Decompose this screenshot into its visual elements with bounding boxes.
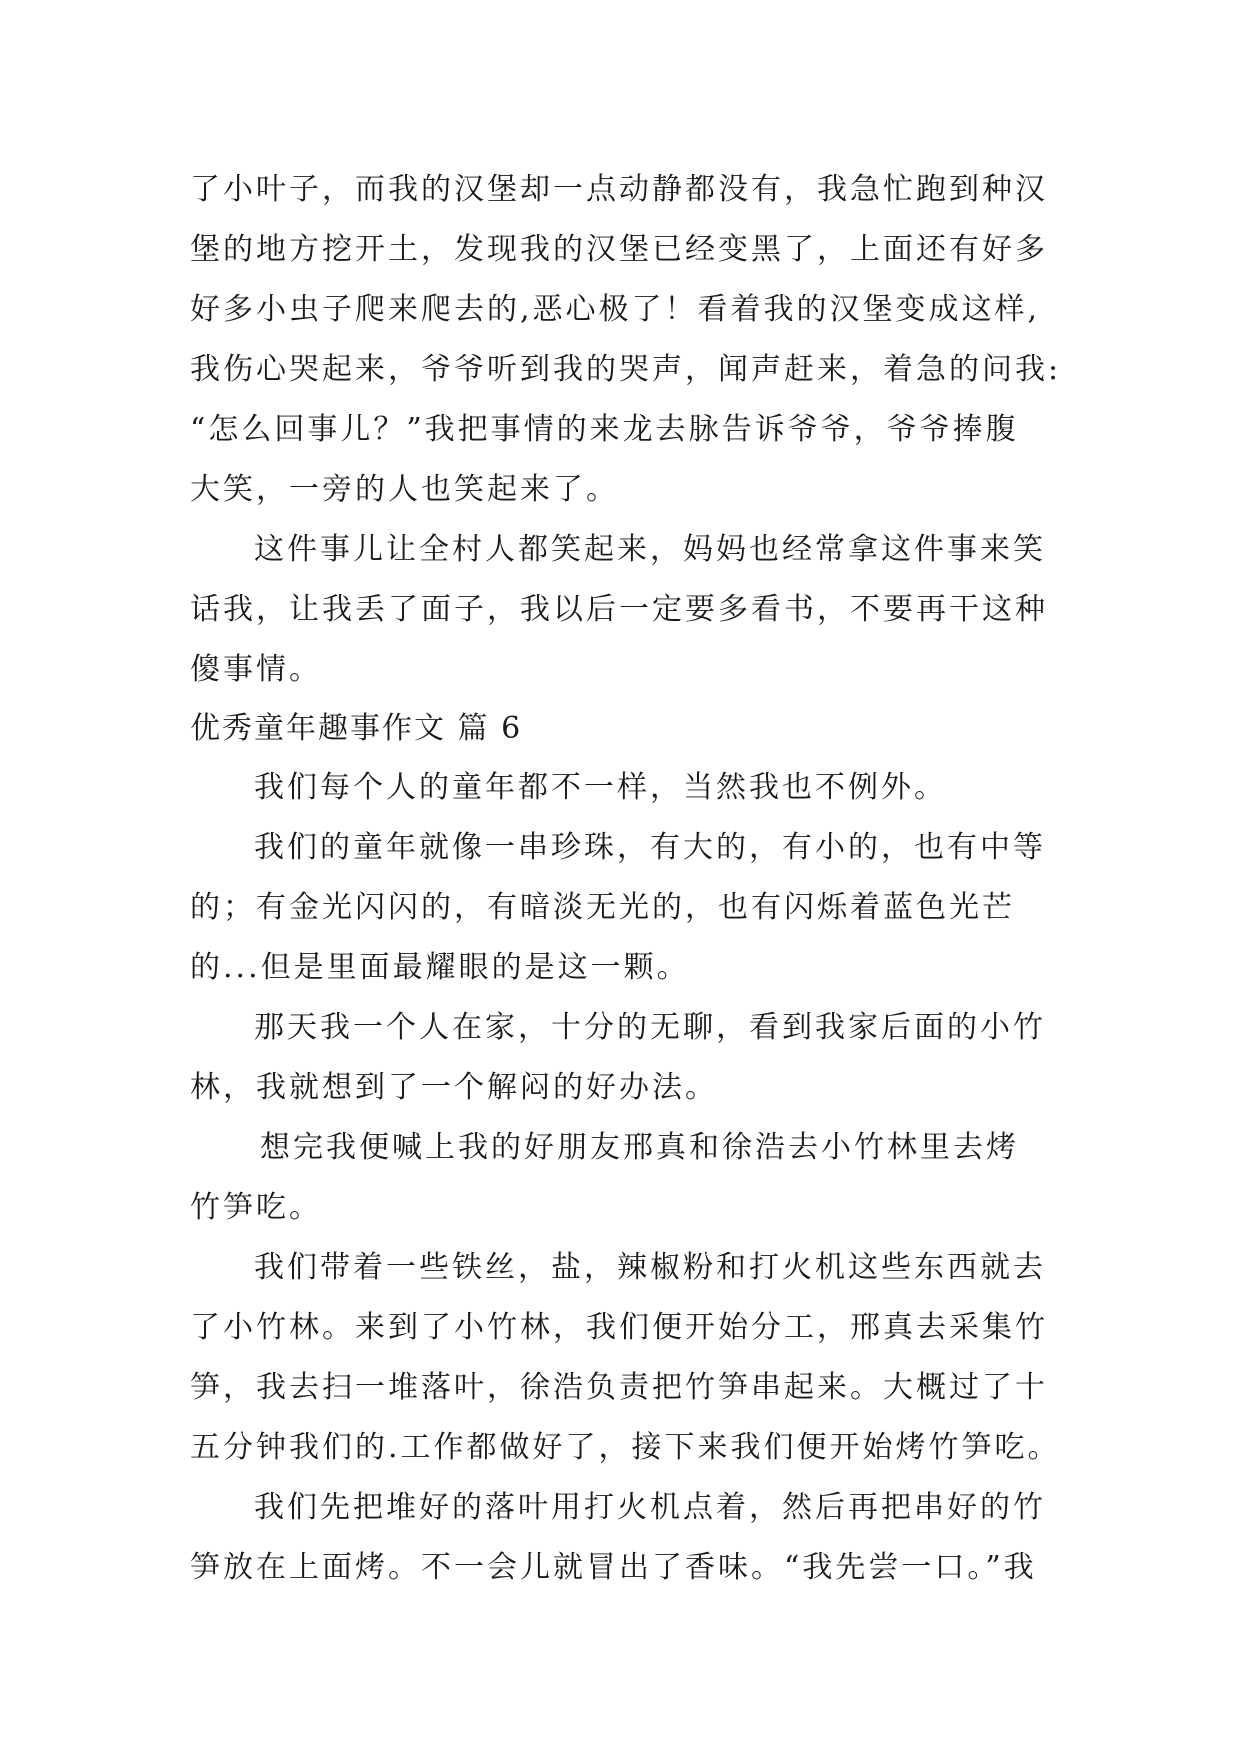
- document-body: [190, 160, 1090, 1598]
- paragraph-line: 笋，我去扫一堆落叶，徐浩负责把竹笋串起来。大概过了十: [190, 1370, 1048, 1405]
- paragraph-line: 我们带着一些铁丝，盐，辣椒粉和打火机这些东西就去: [254, 1250, 1046, 1285]
- paragraph-line: 好多小虫子爬来爬去的,恶心极了！看着我的汉堡变成这样,: [190, 292, 1041, 327]
- paragraph-line: 林，我就想到了一个解闷的好办法。: [190, 1070, 718, 1105]
- paragraph-line: 大笑，一旁的人也笑起来了。: [190, 472, 619, 507]
- paragraph-line: 的...但是里面最耀眼的是这一颗。: [190, 950, 690, 985]
- paragraph-line: 我们每个人的童年都不一样，当然我也不例外。: [254, 770, 947, 805]
- paragraph-line: 我们的童年就像一串珍珠，有大的，有小的，也有中等: [254, 830, 1046, 865]
- paragraph-line: 话我，让我丢了面子，我以后一定要多看书，不要再干这种: [190, 592, 1048, 627]
- paragraph-line: 竹笋吃。: [190, 1190, 322, 1225]
- paragraph-line: “怎么回事儿？”我把事情的来龙去脉告诉爷爷，爷爷捧腹: [190, 412, 1019, 447]
- paragraph-line: 那天我一个人在家，十分的无聊，看到我家后面的小竹: [254, 1010, 1046, 1045]
- paragraph-line: 了小叶子，而我的汉堡却一点动静都没有，我急忙跑到种汉: [190, 172, 1048, 207]
- paragraph-line: 傻事情。: [190, 652, 322, 687]
- paragraph-line: 堡的地方挖开土，发现我的汉堡已经变黑了，上面还有好多: [190, 232, 1048, 267]
- section-heading: 优秀童年趣事作文 篇 6: [190, 711, 523, 746]
- paragraph-line: 这件事儿让全村人都笑起来，妈妈也经常拿这件事来笑: [254, 532, 1046, 567]
- paragraph-line: 我伤心哭起来，爷爷听到我的哭声，闻声赶来，着急的问我:: [190, 352, 1062, 387]
- paragraph-line: 我们先把堆好的落叶用打火机点着，然后再把串好的竹: [254, 1490, 1046, 1525]
- paragraph-line: 笋放在上面烤。不一会儿就冒出了香味。“我先尝一口。”我: [190, 1550, 1037, 1585]
- paragraph-line: 的；有金光闪闪的，有暗淡无光的，也有闪烁着蓝色光芒: [190, 890, 1015, 925]
- paragraph-line: 了小竹林。来到了小竹林，我们便开始分工，邢真去采集竹: [190, 1310, 1048, 1345]
- paragraph-line: 五分钟我们的.工作都做好了，接下来我们便开始烤竹笋吃。: [190, 1430, 1061, 1465]
- paragraph-line: 想完我便喊上我的好朋友邢真和徐浩去小竹林里去烤: [260, 1130, 1019, 1165]
